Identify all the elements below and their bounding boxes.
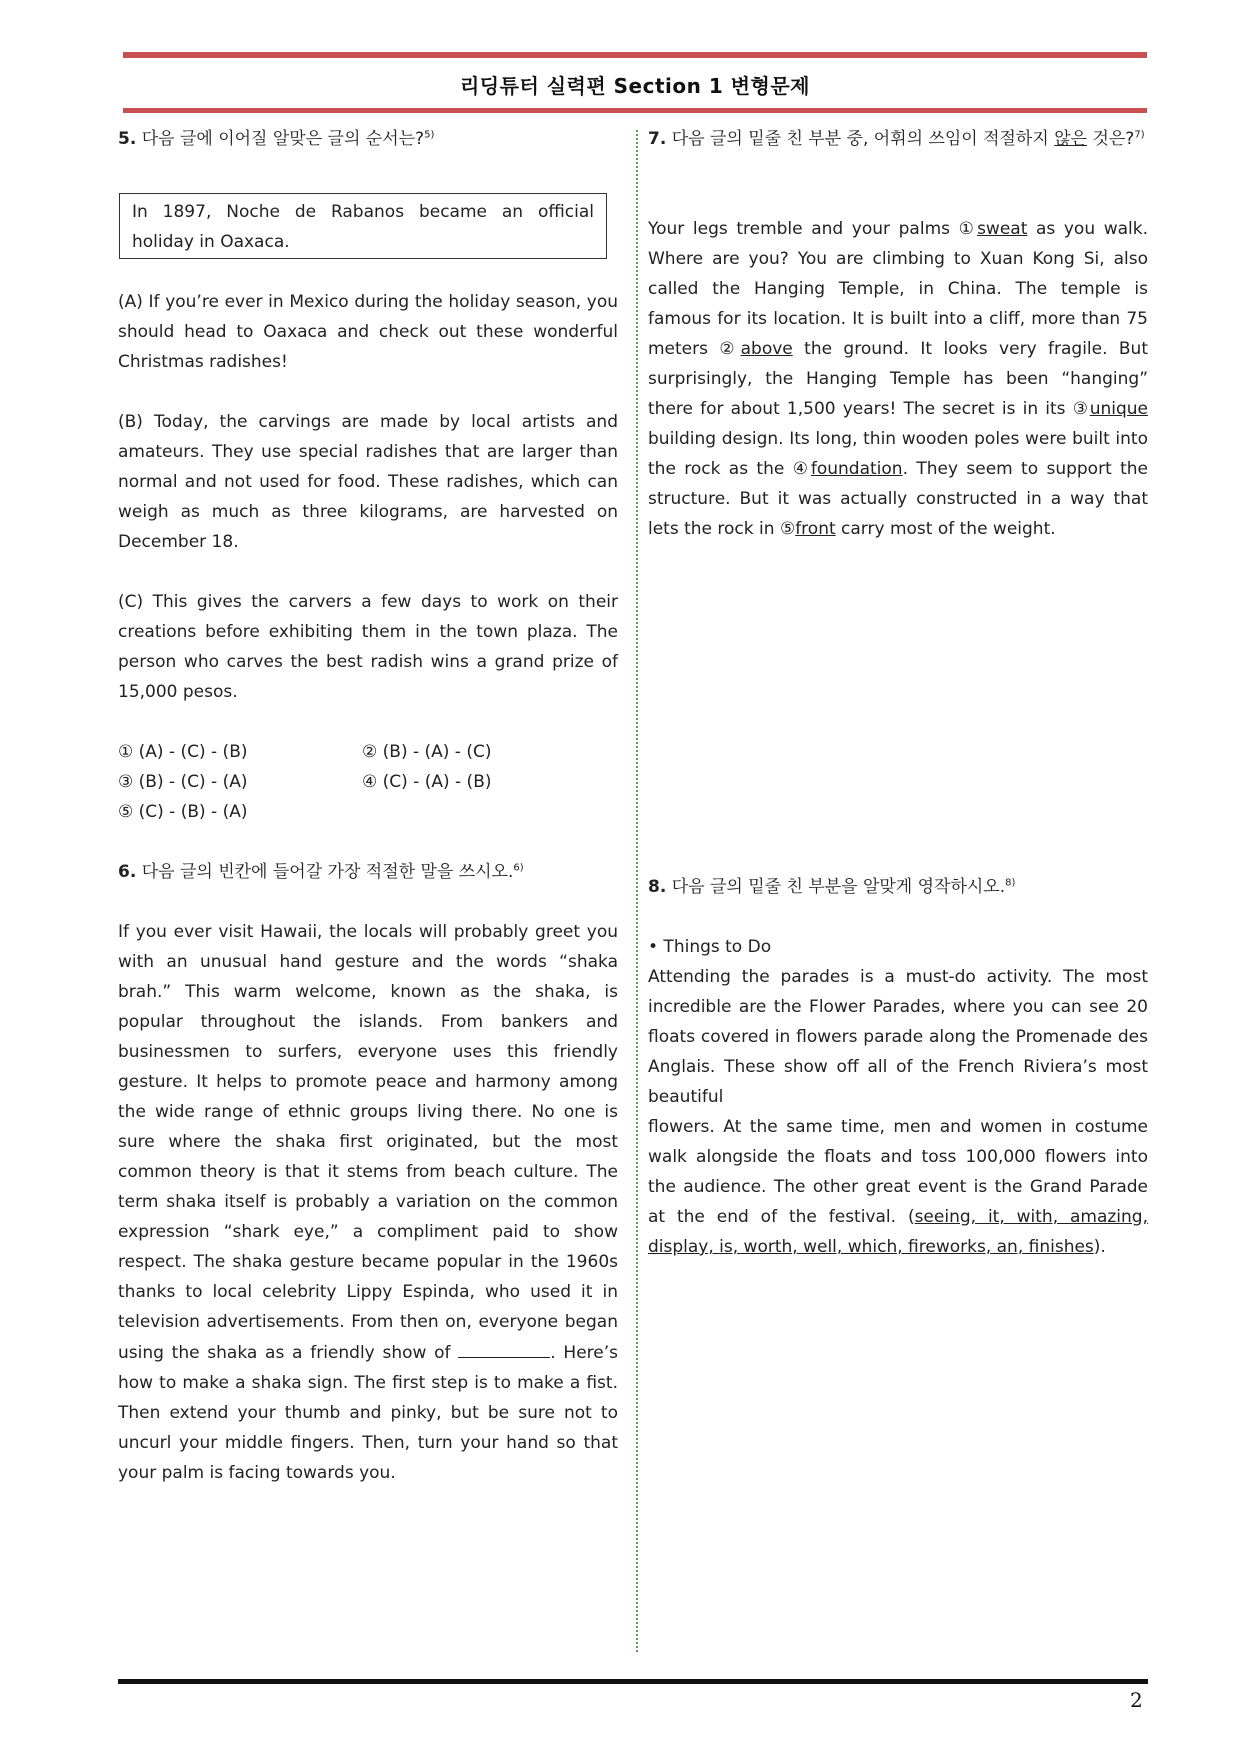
- q6-footnote: 6): [513, 862, 524, 874]
- q8-paragraph-1: Attending the parades is a must-do activity. The most incredible are the Flower Parades, where you can see 20 floats covered in flowers parade along the Promenade des Anglais. These show off all of the French Riviera’s most beautiful: [648, 967, 1148, 1107]
- q7-text-6: carry most of the weight.: [835, 519, 1056, 539]
- q6-answer-blank: [458, 1337, 550, 1358]
- q5-prompt: [118, 124, 618, 154]
- footer-rule: [118, 1679, 1148, 1684]
- page-title: 리딩튜터 실력편 Section 1 변형문제: [459, 74, 810, 98]
- q7-footnote: 7): [1134, 129, 1145, 141]
- q8-heading: • Things to Do: [648, 937, 772, 957]
- q5-given-sentence: In 1897, Noche de Rabanos became an official holiday in Oaxaca.: [132, 202, 594, 252]
- q5-question-text: 다음 글에 이어질 알맞은 글의 순서는?: [136, 129, 425, 149]
- q7-underlined-1: sweat: [977, 219, 1028, 239]
- q7-marker-4: ④: [792, 459, 811, 479]
- q5-number: 5.: [118, 129, 137, 149]
- q7-text-1: Your legs tremble and your palms: [648, 219, 959, 239]
- q5-paragraph-b: (B) Today, the carvings are made by local artists and amateurs. They use special radishes that are larger than normal and not used for food. These radishes, which can weigh as much as three kilograms, are harvested on December 18.: [118, 412, 618, 552]
- q5-choice-5: ⑤ (C) - (B) - (A): [118, 802, 248, 822]
- header-bottom-rule: [123, 108, 1147, 113]
- q8-number: 8.: [648, 877, 667, 897]
- q5-choice-4: ④ (C) - (A) - (B): [362, 772, 492, 792]
- q8-paragraph-2-end: ).: [1093, 1237, 1106, 1257]
- q5-paragraph-c: (C) This gives the carvers a few days to work on their creations before exhibiting them in the town plaza. The person who carves the best radish wins a grand prize of 15,000 pesos.: [118, 592, 618, 702]
- q6-number: 6.: [118, 862, 137, 882]
- q7-underlined-2: above: [740, 339, 793, 359]
- q5-choice-3: ③ (B) - (C) - (A): [118, 772, 248, 792]
- q7-question-underlined: 않은: [1054, 129, 1088, 149]
- q7-question-text: 다음 글의 밑줄 친 부분 중, 어휘의 쓰임이 적절하지: [666, 129, 1055, 149]
- q7-number: 7.: [648, 129, 667, 149]
- q7-text-4: building design. Its long, thin wooden poles were built into the rock as the: [648, 429, 1148, 479]
- q7-marker-3: ③: [1072, 399, 1090, 419]
- header-top-rule: [123, 52, 1147, 58]
- column-divider: [636, 130, 638, 1652]
- q5-given-sentence-box: [119, 193, 607, 259]
- q7-marker-5: ⑤: [779, 519, 796, 539]
- q5-choice-1: ① (A) - (C) - (B): [118, 742, 248, 762]
- q8-paragraph-2-text: flowers. At the same time, men and women in costume walk alongside the floats and toss 100,000 flowers into the audience. The other great event is the Grand Parade at the end of the festival. (: [648, 1117, 1148, 1227]
- q8-prompt: [648, 872, 1148, 902]
- q7-underlined-4: foundation: [810, 459, 903, 479]
- page-number: 2: [1130, 1688, 1143, 1712]
- q7-text-2: as you walk. Where are you? You are climbing to Xuan Kong Si, also called the Hanging Temple, in China. The temple is famous for its location. It is built into a cliff, more than 75 meters: [648, 219, 1149, 359]
- q7-underlined-5: front: [795, 519, 836, 539]
- q8-paragraph-2: [648, 1112, 1148, 1262]
- q7-text-5: . They seem to support the structure. But it was actually constructed in a way that lets the rock in: [648, 459, 1148, 539]
- q6-passage-before-blank: If you ever visit Hawaii, the locals will probably greet you with an unusual hand gesture and the words “shaka brah.” This warm welcome, known as the shaka, is popular throughout the islands. From bankers and businessmen to surfers, everyone uses this friendly gesture. It helps to promote peace and harmony among the wide range of ethnic groups living there. No one is sure where the shaka first originated, but the most common theory is that it stems from beach culture. The term shaka itself is probably a variation on the common expression “shark eye,” a compliment paid to show respect. The shaka gesture became popular in the 1960s thanks to local celebrity Lippy Espinda, who used it in television advertisements. From then on, everyone began using the shaka as a friendly show of: [118, 922, 618, 1363]
- q5-choice-2: ② (B) - (A) - (C): [362, 742, 492, 762]
- q6-prompt: [118, 857, 618, 887]
- q7-marker-1: ①: [958, 219, 978, 239]
- q6-passage: [118, 917, 618, 1488]
- q7-passage: [648, 214, 1148, 544]
- q5-paragraph-a: (A) If you’re ever in Mexico during the holiday season, you should head to Oaxaca and check out these wonderful Christmas radishes!: [118, 292, 618, 372]
- q8-underlined-words: seeing, it, with, amazing, display, is, worth, well, which, fireworks, an, finishes: [648, 1207, 1148, 1257]
- q7-marker-2: ②: [719, 339, 741, 359]
- q7-underlined-3: unique: [1089, 399, 1148, 419]
- q7-question-text-end: 것은?: [1087, 129, 1135, 149]
- q8-passage: [648, 932, 1148, 1262]
- q7-prompt: [648, 124, 1148, 154]
- q6-question-text: 다음 글의 빈칸에 들어갈 가장 적절한 말을 쓰시오.: [136, 862, 514, 882]
- q7-text-3: the ground. It looks very fragile. But surprisingly, the Hanging Temple has been “hanging” there for about 1,500 years! The secret is in its: [648, 339, 1148, 419]
- q6-passage-after-blank: . Here’s how to make a shaka sign. The first step is to make a fist. Then extend your thumb and pinky, but be sure not to uncurl your middle fingers. Then, turn your hand so that your palm is facing towards you.: [118, 1343, 619, 1483]
- q5-footnote: 5): [424, 129, 435, 141]
- q8-question-text: 다음 글의 밑줄 친 부분을 알맞게 영작하시오.: [666, 877, 1006, 897]
- q8-footnote: 8): [1005, 877, 1016, 889]
